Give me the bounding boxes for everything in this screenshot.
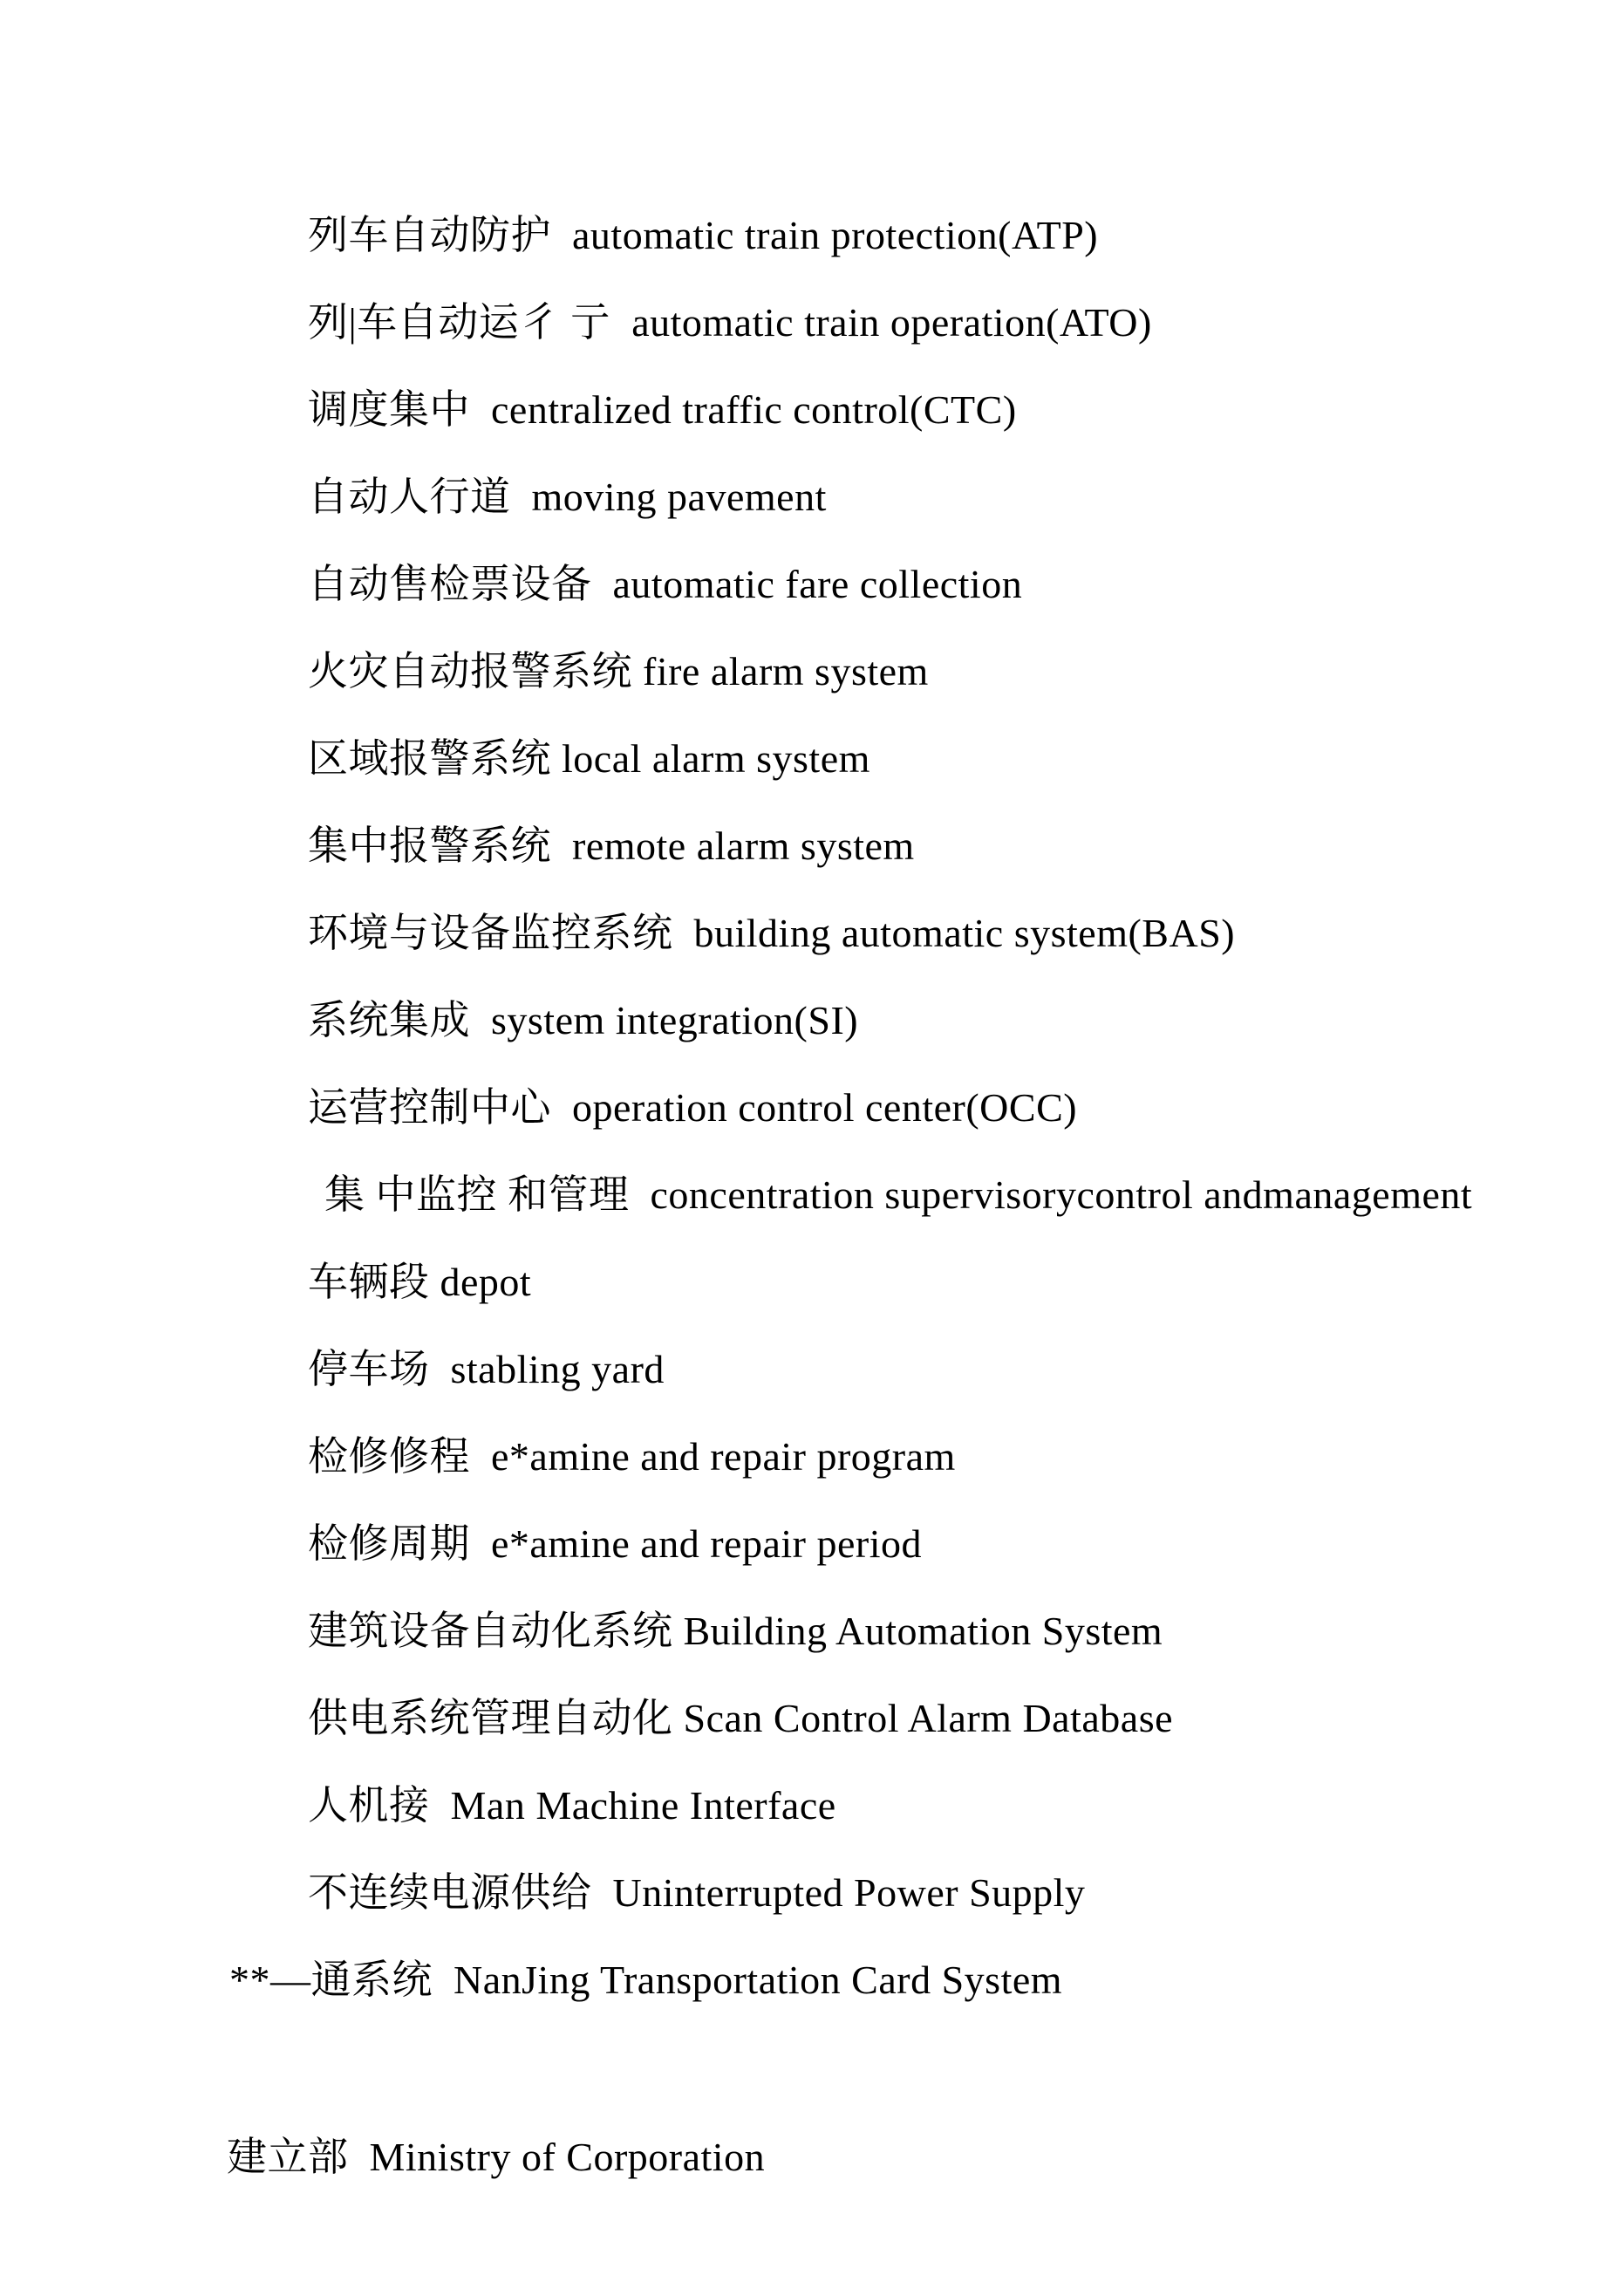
glossary-entry: 系统集成 system integration(SI) — [308, 998, 859, 1042]
glossary-entry: 建筑设备自动化系统 Building Automation System — [308, 1609, 1163, 1653]
glossary-entry: **—通系统 NanJing Transportation Card System — [229, 1958, 1063, 2002]
glossary-entry: 自动售检票设备 automatic fare collection — [308, 562, 1023, 606]
glossary-entry: 列车自动防护 automatic train protection(ATP) — [308, 213, 1099, 257]
glossary-entry: 不连续电源供给 Uninterrupted Power Supply — [308, 1870, 1086, 1915]
document-footer-line: 建立部 Ministry of Corporation — [227, 2135, 766, 2179]
glossary-entry: 检修修程 e*amine and repair program — [308, 1434, 956, 1479]
glossary-entry: 检修周期 e*amine and repair period — [308, 1521, 922, 1566]
glossary-entry: 自动人行道 moving pavement — [308, 475, 827, 519]
glossary-entry: 停车场 stabling yard — [308, 1347, 665, 1391]
glossary-entry: 人机接 Man Machine Interface — [308, 1783, 836, 1828]
glossary-entry: 火灾自动报警系统 fire alarm system — [308, 649, 929, 694]
glossary-entry: 列|车自动运彳 亍 automatic train operation(ATO) — [308, 300, 1152, 345]
glossary-entry: 环境与设备监控系统 building automatic system(BAS) — [308, 911, 1236, 955]
glossary-entry: 集 中监控 和管理 concentration supervisorycontrol andmanagement — [324, 1172, 1473, 1217]
glossary-entry: 集中报警系统 remote alarm system — [308, 823, 915, 868]
glossary-entry: 车辆段 depot — [308, 1260, 532, 1304]
glossary-entry: 供电系统管理自动化 Scan Control Alarm Database — [308, 1696, 1174, 1740]
glossary-entry: 运营控制中心 operation control center(OCC) — [308, 1085, 1078, 1130]
glossary-entry: 区域报警系统 local alarm system — [308, 736, 870, 781]
glossary-entry: 调度集中 centralized traffic control(CTC) — [308, 387, 1017, 432]
